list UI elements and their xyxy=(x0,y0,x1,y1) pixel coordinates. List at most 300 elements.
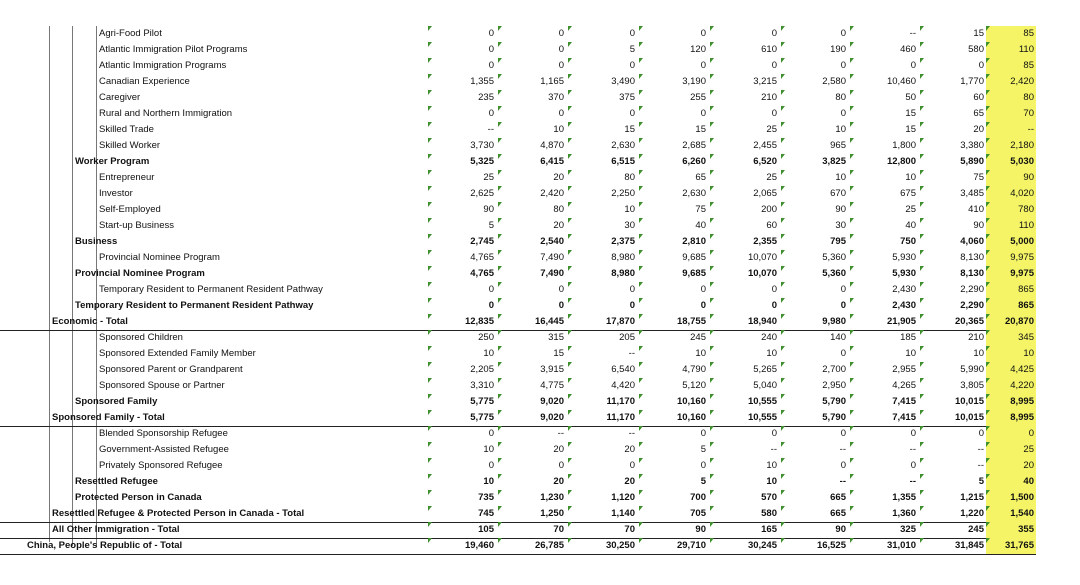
value-cell[interactable]: 15 xyxy=(920,26,986,42)
highlighted-value-cell[interactable]: 20 xyxy=(986,458,1036,474)
value-cell[interactable]: 12,800 xyxy=(850,154,918,170)
value-cell[interactable]: 2,420 xyxy=(498,186,566,202)
value-cell[interactable]: 410 xyxy=(920,202,986,218)
value-cell[interactable]: 0 xyxy=(428,282,496,298)
value-cell[interactable]: 0 xyxy=(428,58,496,74)
value-cell[interactable]: 965 xyxy=(781,138,848,154)
value-cell[interactable]: 6,540 xyxy=(568,362,637,378)
value-cell[interactable]: 0 xyxy=(639,298,708,314)
highlighted-value-cell[interactable]: 865 xyxy=(986,298,1036,314)
value-cell[interactable]: -- xyxy=(428,122,496,138)
value-cell[interactable]: 90 xyxy=(639,522,708,538)
highlighted-value-cell[interactable]: 10 xyxy=(986,346,1036,362)
value-cell[interactable]: 2,455 xyxy=(710,138,779,154)
value-cell[interactable]: 80 xyxy=(781,90,848,106)
value-cell[interactable]: 0 xyxy=(781,58,848,74)
value-cell[interactable]: 12,835 xyxy=(428,314,496,330)
value-cell[interactable]: 31,845 xyxy=(920,538,986,554)
value-cell[interactable]: 20 xyxy=(498,170,566,186)
value-cell[interactable]: 5,790 xyxy=(781,394,848,410)
value-cell[interactable]: 21,905 xyxy=(850,314,918,330)
highlighted-value-cell[interactable]: -- xyxy=(986,122,1036,138)
value-cell[interactable]: 665 xyxy=(781,490,848,506)
value-cell[interactable]: 2,630 xyxy=(639,186,708,202)
value-cell[interactable]: 0 xyxy=(710,282,779,298)
value-cell[interactable]: 1,360 xyxy=(850,506,918,522)
value-cell[interactable]: -- xyxy=(568,346,637,362)
value-cell[interactable]: 2,625 xyxy=(428,186,496,202)
value-cell[interactable]: 18,755 xyxy=(639,314,708,330)
value-cell[interactable]: 75 xyxy=(920,170,986,186)
value-cell[interactable]: 580 xyxy=(920,42,986,58)
value-cell[interactable]: -- xyxy=(781,442,848,458)
value-cell[interactable]: 10 xyxy=(568,202,637,218)
value-cell[interactable]: 2,250 xyxy=(568,186,637,202)
highlighted-value-cell[interactable]: 5,000 xyxy=(986,234,1036,250)
value-cell[interactable]: 2,700 xyxy=(781,362,848,378)
value-cell[interactable]: 1,355 xyxy=(428,74,496,90)
value-cell[interactable]: 0 xyxy=(428,426,496,442)
value-cell[interactable]: 90 xyxy=(920,218,986,234)
value-cell[interactable]: 0 xyxy=(428,42,496,58)
value-cell[interactable]: 610 xyxy=(710,42,779,58)
value-cell[interactable]: 255 xyxy=(639,90,708,106)
value-cell[interactable]: 0 xyxy=(568,458,637,474)
value-cell[interactable]: 60 xyxy=(920,90,986,106)
value-cell[interactable]: 7,490 xyxy=(498,250,566,266)
highlighted-value-cell[interactable]: 85 xyxy=(986,58,1036,74)
highlighted-value-cell[interactable]: 8,995 xyxy=(986,410,1036,426)
value-cell[interactable]: 7,415 xyxy=(850,394,918,410)
value-cell[interactable]: 0 xyxy=(639,106,708,122)
value-cell[interactable]: 70 xyxy=(568,522,637,538)
value-cell[interactable]: 140 xyxy=(781,330,848,346)
value-cell[interactable]: 5 xyxy=(920,474,986,490)
value-cell[interactable]: 3,310 xyxy=(428,378,496,394)
value-cell[interactable]: 375 xyxy=(568,90,637,106)
value-cell[interactable]: 20 xyxy=(568,442,637,458)
value-cell[interactable]: 10 xyxy=(498,122,566,138)
value-cell[interactable]: 10 xyxy=(428,346,496,362)
highlighted-value-cell[interactable]: 90 xyxy=(986,170,1036,186)
value-cell[interactable]: 8,130 xyxy=(920,266,986,282)
value-cell[interactable]: 16,445 xyxy=(498,314,566,330)
value-cell[interactable]: 2,065 xyxy=(710,186,779,202)
value-cell[interactable]: 5,040 xyxy=(710,378,779,394)
highlighted-value-cell[interactable]: 865 xyxy=(986,282,1036,298)
value-cell[interactable]: 6,515 xyxy=(568,154,637,170)
value-cell[interactable]: 2,290 xyxy=(920,282,986,298)
value-cell[interactable]: 2,630 xyxy=(568,138,637,154)
value-cell[interactable]: 0 xyxy=(920,58,986,74)
value-cell[interactable]: 735 xyxy=(428,490,496,506)
value-cell[interactable]: 15 xyxy=(568,122,637,138)
value-cell[interactable]: 4,060 xyxy=(920,234,986,250)
value-cell[interactable]: 1,120 xyxy=(568,490,637,506)
value-cell[interactable]: 0 xyxy=(850,58,918,74)
value-cell[interactable]: 10 xyxy=(710,346,779,362)
value-cell[interactable]: 0 xyxy=(428,458,496,474)
value-cell[interactable]: 31,010 xyxy=(850,538,918,554)
value-cell[interactable]: 1,355 xyxy=(850,490,918,506)
value-cell[interactable]: 5,775 xyxy=(428,394,496,410)
highlighted-value-cell[interactable]: 70 xyxy=(986,106,1036,122)
value-cell[interactable]: 0 xyxy=(498,58,566,74)
highlighted-value-cell[interactable]: 1,540 xyxy=(986,506,1036,522)
value-cell[interactable]: 0 xyxy=(568,106,637,122)
value-cell[interactable]: 0 xyxy=(639,426,708,442)
highlighted-value-cell[interactable]: 20,870 xyxy=(986,314,1036,330)
value-cell[interactable]: 0 xyxy=(639,282,708,298)
highlighted-value-cell[interactable]: 85 xyxy=(986,26,1036,42)
value-cell[interactable]: 9,980 xyxy=(781,314,848,330)
value-cell[interactable]: 20 xyxy=(498,218,566,234)
value-cell[interactable]: 3,805 xyxy=(920,378,986,394)
value-cell[interactable]: 370 xyxy=(498,90,566,106)
value-cell[interactable]: 0 xyxy=(850,426,918,442)
value-cell[interactable]: 2,375 xyxy=(568,234,637,250)
value-cell[interactable]: 0 xyxy=(781,458,848,474)
value-cell[interactable]: 3,730 xyxy=(428,138,496,154)
highlighted-value-cell[interactable]: 780 xyxy=(986,202,1036,218)
value-cell[interactable]: 6,260 xyxy=(639,154,708,170)
value-cell[interactable]: 10 xyxy=(850,170,918,186)
value-cell[interactable]: 670 xyxy=(781,186,848,202)
value-cell[interactable]: 20 xyxy=(498,442,566,458)
value-cell[interactable]: 0 xyxy=(710,298,779,314)
value-cell[interactable]: 0 xyxy=(710,106,779,122)
value-cell[interactable]: 15 xyxy=(639,122,708,138)
value-cell[interactable]: 0 xyxy=(498,26,566,42)
value-cell[interactable]: 0 xyxy=(781,26,848,42)
value-cell[interactable]: 10,015 xyxy=(920,410,986,426)
value-cell[interactable]: 5 xyxy=(428,218,496,234)
value-cell[interactable]: 675 xyxy=(850,186,918,202)
value-cell[interactable]: 65 xyxy=(639,170,708,186)
value-cell[interactable]: 9,685 xyxy=(639,250,708,266)
value-cell[interactable]: 0 xyxy=(498,282,566,298)
value-cell[interactable]: 30,250 xyxy=(568,538,637,554)
value-cell[interactable]: 2,430 xyxy=(850,282,918,298)
value-cell[interactable]: 26,785 xyxy=(498,538,566,554)
value-cell[interactable]: 5 xyxy=(568,42,637,58)
value-cell[interactable]: 11,170 xyxy=(568,394,637,410)
value-cell[interactable]: 10 xyxy=(428,442,496,458)
value-cell[interactable]: -- xyxy=(920,442,986,458)
value-cell[interactable]: 2,290 xyxy=(920,298,986,314)
value-cell[interactable]: 165 xyxy=(710,522,779,538)
value-cell[interactable]: 1,800 xyxy=(850,138,918,154)
highlighted-value-cell[interactable]: 9,975 xyxy=(986,250,1036,266)
value-cell[interactable]: 0 xyxy=(498,42,566,58)
value-cell[interactable]: 795 xyxy=(781,234,848,250)
value-cell[interactable]: 4,765 xyxy=(428,266,496,282)
value-cell[interactable]: 16,525 xyxy=(781,538,848,554)
value-cell[interactable]: 4,775 xyxy=(498,378,566,394)
value-cell[interactable]: 2,430 xyxy=(850,298,918,314)
value-cell[interactable]: 210 xyxy=(920,330,986,346)
value-cell[interactable]: 9,020 xyxy=(498,394,566,410)
value-cell[interactable]: 40 xyxy=(850,218,918,234)
highlighted-value-cell[interactable]: 0 xyxy=(986,426,1036,442)
value-cell[interactable]: 2,580 xyxy=(781,74,848,90)
highlighted-value-cell[interactable]: 2,420 xyxy=(986,74,1036,90)
highlighted-value-cell[interactable]: 4,425 xyxy=(986,362,1036,378)
value-cell[interactable]: 90 xyxy=(428,202,496,218)
value-cell[interactable]: 10,460 xyxy=(850,74,918,90)
value-cell[interactable]: 1,230 xyxy=(498,490,566,506)
value-cell[interactable]: 4,765 xyxy=(428,250,496,266)
value-cell[interactable]: 705 xyxy=(639,506,708,522)
value-cell[interactable]: 17,870 xyxy=(568,314,637,330)
value-cell[interactable]: 240 xyxy=(710,330,779,346)
value-cell[interactable]: 10,070 xyxy=(710,250,779,266)
value-cell[interactable]: 0 xyxy=(781,282,848,298)
value-cell[interactable]: -- xyxy=(710,442,779,458)
value-cell[interactable]: 460 xyxy=(850,42,918,58)
value-cell[interactable]: 250 xyxy=(428,330,496,346)
value-cell[interactable]: 50 xyxy=(850,90,918,106)
value-cell[interactable]: 40 xyxy=(639,218,708,234)
value-cell[interactable]: 25 xyxy=(710,122,779,138)
value-cell[interactable]: 4,870 xyxy=(498,138,566,154)
value-cell[interactable]: 20 xyxy=(568,474,637,490)
value-cell[interactable]: 315 xyxy=(498,330,566,346)
value-cell[interactable]: 200 xyxy=(710,202,779,218)
value-cell[interactable]: 10 xyxy=(850,346,918,362)
value-cell[interactable]: 10 xyxy=(710,474,779,490)
value-cell[interactable]: 0 xyxy=(781,346,848,362)
value-cell[interactable]: 30,245 xyxy=(710,538,779,554)
value-cell[interactable]: 75 xyxy=(639,202,708,218)
value-cell[interactable]: 1,140 xyxy=(568,506,637,522)
value-cell[interactable]: 9,020 xyxy=(498,410,566,426)
value-cell[interactable]: 3,915 xyxy=(498,362,566,378)
value-cell[interactable]: 11,170 xyxy=(568,410,637,426)
highlighted-value-cell[interactable]: 355 xyxy=(986,522,1036,538)
highlighted-value-cell[interactable]: 80 xyxy=(986,90,1036,106)
table-row xyxy=(0,538,1080,554)
value-cell[interactable]: 0 xyxy=(781,298,848,314)
value-cell[interactable]: 8,980 xyxy=(568,250,637,266)
value-cell[interactable]: 325 xyxy=(850,522,918,538)
value-cell[interactable]: 5,930 xyxy=(850,250,918,266)
value-cell[interactable]: 5,360 xyxy=(781,250,848,266)
highlighted-value-cell[interactable]: 2,180 xyxy=(986,138,1036,154)
highlighted-value-cell[interactable]: 8,995 xyxy=(986,394,1036,410)
value-cell[interactable]: 30 xyxy=(781,218,848,234)
value-cell[interactable]: 10,070 xyxy=(710,266,779,282)
value-cell[interactable]: 3,490 xyxy=(568,74,637,90)
value-cell[interactable]: 1,250 xyxy=(498,506,566,522)
value-cell[interactable]: 570 xyxy=(710,490,779,506)
value-cell[interactable]: 0 xyxy=(568,298,637,314)
table-row xyxy=(0,394,1080,410)
value-cell[interactable]: 105 xyxy=(428,522,496,538)
value-cell[interactable]: 6,520 xyxy=(710,154,779,170)
value-cell[interactable]: 10 xyxy=(920,346,986,362)
value-cell[interactable]: 205 xyxy=(568,330,637,346)
value-cell[interactable]: 20,365 xyxy=(920,314,986,330)
row-label: Sponsored Parent or Grandparent xyxy=(99,364,243,375)
value-cell[interactable]: 3,380 xyxy=(920,138,986,154)
value-cell[interactable]: 5,120 xyxy=(639,378,708,394)
value-cell[interactable]: 5,360 xyxy=(781,266,848,282)
value-cell[interactable]: 15 xyxy=(850,122,918,138)
value-cell[interactable]: 235 xyxy=(428,90,496,106)
value-cell[interactable]: 90 xyxy=(781,202,848,218)
value-cell[interactable]: 25 xyxy=(710,170,779,186)
value-cell[interactable]: 4,790 xyxy=(639,362,708,378)
value-cell[interactable]: 0 xyxy=(498,106,566,122)
value-cell[interactable]: 7,415 xyxy=(850,410,918,426)
value-cell[interactable]: 5,325 xyxy=(428,154,496,170)
value-cell[interactable]: 10,015 xyxy=(920,394,986,410)
value-cell[interactable]: 7,490 xyxy=(498,266,566,282)
value-cell[interactable]: 8,980 xyxy=(568,266,637,282)
value-cell[interactable]: 80 xyxy=(498,202,566,218)
value-cell[interactable]: 10,160 xyxy=(639,410,708,426)
value-cell[interactable]: 3,215 xyxy=(710,74,779,90)
value-cell[interactable]: 29,710 xyxy=(639,538,708,554)
value-cell[interactable]: 5,265 xyxy=(710,362,779,378)
value-cell[interactable]: 0 xyxy=(781,106,848,122)
value-cell[interactable]: -- xyxy=(920,458,986,474)
value-cell[interactable]: 2,355 xyxy=(710,234,779,250)
value-cell[interactable]: 2,540 xyxy=(498,234,566,250)
highlighted-value-cell[interactable]: 31,765 xyxy=(986,538,1036,554)
value-cell[interactable]: -- xyxy=(781,474,848,490)
value-cell[interactable]: 0 xyxy=(710,426,779,442)
value-cell[interactable]: 5,930 xyxy=(850,266,918,282)
value-cell[interactable]: 0 xyxy=(498,298,566,314)
value-cell[interactable]: 0 xyxy=(710,26,779,42)
value-cell[interactable]: 1,165 xyxy=(498,74,566,90)
value-cell[interactable]: 8,130 xyxy=(920,250,986,266)
value-cell[interactable]: 190 xyxy=(781,42,848,58)
highlighted-value-cell[interactable]: 9,975 xyxy=(986,266,1036,282)
value-cell[interactable]: 2,950 xyxy=(781,378,848,394)
value-cell[interactable]: 15 xyxy=(850,106,918,122)
value-cell[interactable]: 185 xyxy=(850,330,918,346)
value-cell[interactable]: 19,460 xyxy=(428,538,496,554)
value-cell[interactable]: 0 xyxy=(920,426,986,442)
value-cell[interactable]: 1,220 xyxy=(920,506,986,522)
value-cell[interactable]: 10 xyxy=(781,122,848,138)
value-cell[interactable]: 10,160 xyxy=(639,394,708,410)
value-cell[interactable]: 3,190 xyxy=(639,74,708,90)
value-cell[interactable]: 0 xyxy=(428,26,496,42)
value-cell[interactable]: 0 xyxy=(428,106,496,122)
value-cell[interactable]: 15 xyxy=(498,346,566,362)
value-cell[interactable]: 580 xyxy=(710,506,779,522)
value-cell[interactable]: 0 xyxy=(568,282,637,298)
value-cell[interactable]: 1,215 xyxy=(920,490,986,506)
highlighted-value-cell[interactable]: 4,020 xyxy=(986,186,1036,202)
value-cell[interactable]: 30 xyxy=(568,218,637,234)
value-cell[interactable]: 0 xyxy=(428,298,496,314)
highlighted-value-cell[interactable]: 110 xyxy=(986,218,1036,234)
value-cell[interactable]: 745 xyxy=(428,506,496,522)
value-cell[interactable]: 245 xyxy=(639,330,708,346)
highlighted-value-cell[interactable]: 25 xyxy=(986,442,1036,458)
value-cell[interactable]: 2,745 xyxy=(428,234,496,250)
highlighted-value-cell[interactable]: 40 xyxy=(986,474,1036,490)
value-cell[interactable]: 25 xyxy=(850,202,918,218)
value-cell[interactable]: 60 xyxy=(710,218,779,234)
value-cell[interactable]: 65 xyxy=(920,106,986,122)
value-cell[interactable]: 0 xyxy=(639,58,708,74)
value-cell[interactable]: 0 xyxy=(568,58,637,74)
value-cell[interactable]: 2,205 xyxy=(428,362,496,378)
value-cell[interactable]: 4,265 xyxy=(850,378,918,394)
value-cell[interactable]: 80 xyxy=(568,170,637,186)
value-cell[interactable]: 245 xyxy=(920,522,986,538)
value-cell[interactable]: 3,825 xyxy=(781,154,848,170)
value-cell[interactable]: 10,555 xyxy=(710,410,779,426)
value-cell[interactable]: -- xyxy=(498,426,566,442)
value-cell[interactable]: -- xyxy=(850,474,918,490)
value-cell[interactable]: 10 xyxy=(428,474,496,490)
value-cell[interactable]: 0 xyxy=(850,458,918,474)
value-cell[interactable]: 665 xyxy=(781,506,848,522)
value-cell[interactable]: 3,485 xyxy=(920,186,986,202)
highlighted-value-cell[interactable]: 345 xyxy=(986,330,1036,346)
value-cell[interactable]: 210 xyxy=(710,90,779,106)
value-cell[interactable]: 2,955 xyxy=(850,362,918,378)
value-cell[interactable]: 90 xyxy=(781,522,848,538)
value-cell[interactable]: 70 xyxy=(498,522,566,538)
value-cell[interactable]: 10 xyxy=(781,170,848,186)
value-cell[interactable]: 20 xyxy=(498,474,566,490)
value-cell[interactable]: 5 xyxy=(639,474,708,490)
value-cell[interactable]: -- xyxy=(850,442,918,458)
value-cell[interactable]: 700 xyxy=(639,490,708,506)
value-cell[interactable]: 5 xyxy=(639,442,708,458)
value-cell[interactable]: 0 xyxy=(568,26,637,42)
value-cell[interactable]: -- xyxy=(568,426,637,442)
value-cell[interactable]: 20 xyxy=(920,122,986,138)
value-cell[interactable]: 1,770 xyxy=(920,74,986,90)
value-cell[interactable]: 5,890 xyxy=(920,154,986,170)
value-cell[interactable]: 2,810 xyxy=(639,234,708,250)
value-cell[interactable]: 18,940 xyxy=(710,314,779,330)
value-cell[interactable]: 120 xyxy=(639,42,708,58)
value-cell[interactable]: 5,790 xyxy=(781,410,848,426)
value-cell[interactable]: 6,415 xyxy=(498,154,566,170)
value-cell[interactable]: 10 xyxy=(639,346,708,362)
value-cell[interactable]: 2,685 xyxy=(639,138,708,154)
value-cell[interactable]: 750 xyxy=(850,234,918,250)
value-cell[interactable]: 9,685 xyxy=(639,266,708,282)
value-cell[interactable]: 0 xyxy=(639,458,708,474)
value-cell[interactable]: 25 xyxy=(428,170,496,186)
highlighted-value-cell[interactable]: 110 xyxy=(986,42,1036,58)
value-cell[interactable]: 10 xyxy=(710,458,779,474)
value-cell[interactable]: 0 xyxy=(498,458,566,474)
value-cell[interactable]: 4,420 xyxy=(568,378,637,394)
value-cell[interactable]: 0 xyxy=(710,58,779,74)
highlighted-value-cell[interactable]: 1,500 xyxy=(986,490,1036,506)
value-cell[interactable]: 5,990 xyxy=(920,362,986,378)
value-cell[interactable]: 0 xyxy=(639,26,708,42)
value-cell[interactable]: 5,775 xyxy=(428,410,496,426)
highlighted-value-cell[interactable]: 4,220 xyxy=(986,378,1036,394)
value-cell[interactable]: 10,555 xyxy=(710,394,779,410)
highlighted-value-cell[interactable]: 5,030 xyxy=(986,154,1036,170)
value-cell[interactable]: 0 xyxy=(781,426,848,442)
value-cell[interactable]: -- xyxy=(850,26,918,42)
